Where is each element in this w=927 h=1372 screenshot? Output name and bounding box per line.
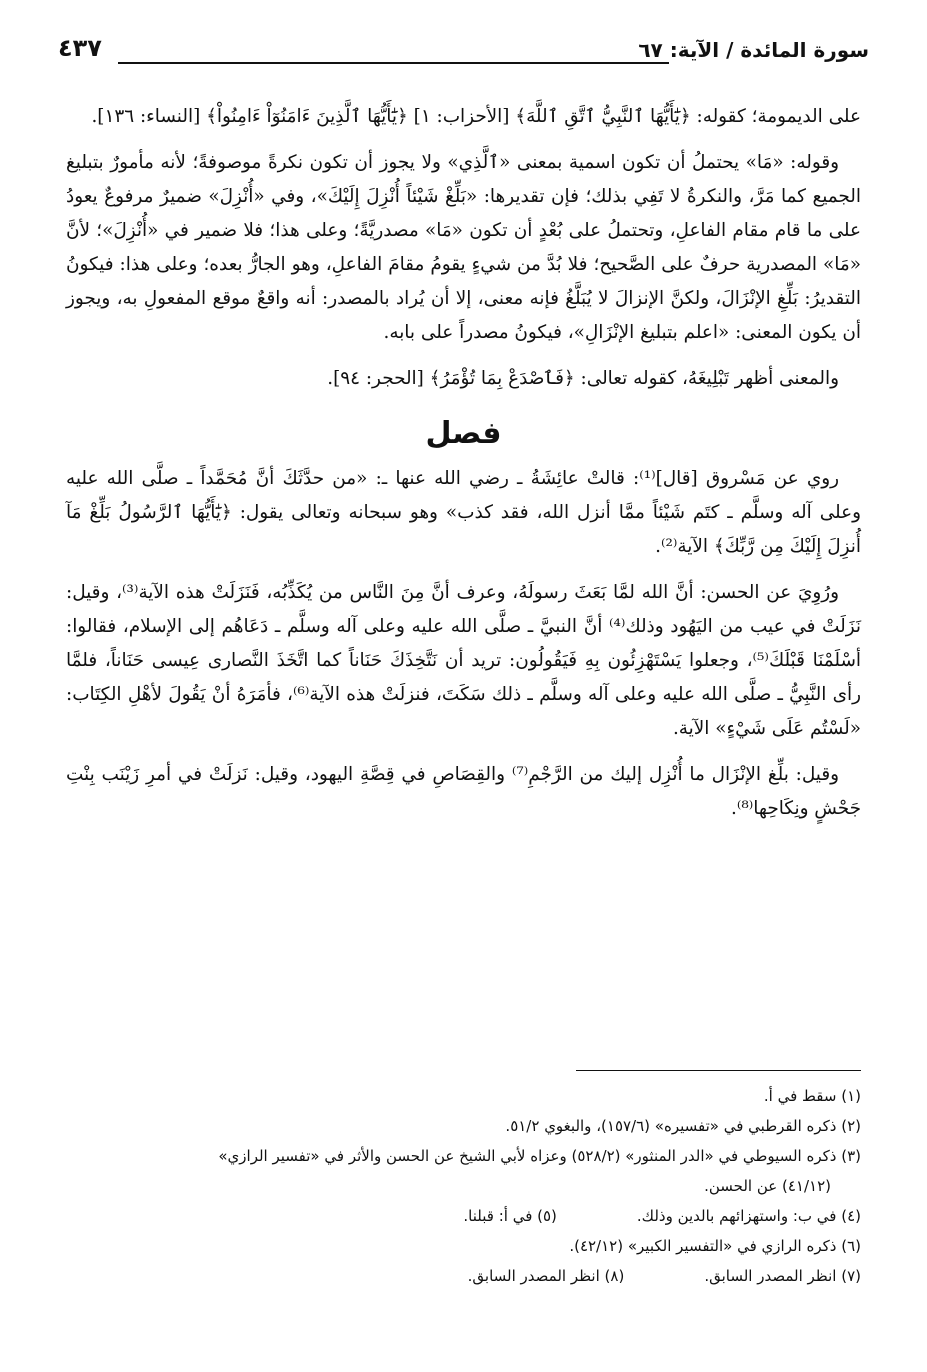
paragraph-5: ورُوِيَ عن الحسن: أنَّ الله لمَّا بَعَثَ رسولَهُ، وعرف أنَّ مِنَ النَّاس من يُكَذِّبُه، فَنَزَلَتْ هذه الآية⁽³⁾، وقيل: نَزَلَتْ في عيب من اليَهُود وذلك⁽⁴⁾ أنَّ النبيَّ ـ صلَّى الله عليه وعلى آله وسلَّم ـ دَعَاهُم إلى الإسلام، فقالوا: أسْلَمْنَا قَبْلَكَ⁽⁵⁾، وجعلوا يَسْتَهْزِئُون بِهِ فَيَقُولُون: تريد أن نَتَّخِذَكَ حَنَاناً كما اتَّخَذَ النَّصارى عِيسى حَنَاناً، فلمَّا رأى النَّبِيُّ ـ صلَّى الله عليه وعلى آله وسلَّم ـ ذلك سَكَتَ، فنزلَتْ هذه الآية⁽⁶⁾، فأمَرَهُ أنْ يَقُولَ لأهْلِ الكِتَاب: «لَسْتُم عَلَى شَيْءٍ» الآية. [66, 582, 862, 739]
footnote-6: (٦) ذكره الرازي في «التفسير الكبير» (٤٢/١٢). [569, 1237, 861, 1255]
footnote-3: (٣) ذكره السيوطي في «الدر المنثور» (٥٢٨/٢) وعزاه لأبي الشيخ عن الحسن والأثر في «تفسير الرازي» [218, 1147, 861, 1165]
footnote-7: (٧) انظر المصدر السابق. [704, 1267, 861, 1285]
footnote-3-continued: (٤١/١٢) عن الحسن. [704, 1177, 831, 1195]
paragraph-4: روي عن مَسْروق [قال]⁽¹⁾: قالتْ عائِشَةُ ـ رضي الله عنها ـ: «من حدَّثَكَ أنَّ مُحَمَّداً ـ صلَّى الله عليه وعلى آله وسلَّم ـ كتَم شَيْئاً ممَّا أنزل الله، فقد كذب» وهو سبحانه وتعالى يقول: ﴿يَٰٓأَيُّهَا ٱلرَّسُولُ بَلِّغْ مَآ أُنزِلَ إِلَيْكَ مِن رَّبِّكَ﴾ الآية⁽²⁾. [66, 468, 861, 557]
page-number: ٤٣٧ [58, 34, 102, 62]
paragraph-6: وقيل: بلِّغ الإنْزَال ما أُنْزِل إليك من الرَّجْمِ⁽⁷⁾ والقِصَاصِ في قِصَّةِ اليهود، وقيل: نَزلَتْ في أمرِ زَيْنَب بِنْتِ جَحْشٍ ونِكَاحِها⁽⁸⁾. [66, 764, 861, 819]
footnote-row-4-5 [66, 1201, 861, 1231]
running-head-surah: سورة المائدة / الآية: ٦٧ [638, 38, 869, 62]
footnote-row-7-8 [66, 1261, 861, 1291]
header-rule [118, 62, 669, 64]
footnote-rule [576, 1070, 861, 1071]
footnote-8: (٨) انظر المصدر السابق. [467, 1267, 625, 1285]
footnote-1: (١) سقط في أ. [763, 1087, 861, 1105]
main-text [66, 100, 861, 838]
section-title: فصل [425, 416, 502, 451]
paragraph-1: على الديمومة؛ كقوله: ﴿يَٰٓأَيُّهَا ٱلنَّبِيُّ ٱتَّقِ ٱللَّهَ﴾ [الأحزاب: ١] ﴿يَٰٓأَيُّهَا ٱلَّذِينَ ءَامَنُوٓاْ ءَامِنُواْ﴾ [النساء: ١٣٦]. [91, 106, 861, 127]
footnote-5: (٥) في أ: قبلنا. [463, 1207, 557, 1225]
footnote-4: (٤) في ب: واستهزائهم بالدين وذلك. [636, 1207, 861, 1225]
paragraph-3: والمعنى أظهر تَبْلِيغَهُ، كقوله تعالى: ﴿فَٱصْدَعْ بِمَا تُؤْمَرُ﴾ [الحجر: ٩٤]. [327, 368, 839, 389]
footnotes [66, 1070, 861, 1291]
page-header [58, 34, 869, 74]
paragraph-2: وقوله: «مَا» يحتملُ أن تكون اسمية بمعنى «ٱلَّذِي» ولا يجوز أن تكون نكرةً موصوفةً؛ لأنه مأمورٌ بتبليغ الجميع كما مَرَّ، والنكرةُ لا تَفِي بذلك؛ فإن تقديرها: «بَلِّغْ شَيْئاً أُنْزِلَ إِلَيْكَ»، وفي «أُنْزِلَ» ضميرٌ مرفوعٌ يعودُ على ما قام مقام الفاعلِ، وتحتملُ على بُعْدٍ أن تكون «مَا» مصدريَّةً؛ وعلى هذا؛ فلا ضمير في «أُنْزِلَ»؛ لأنَّ «مَا» المصدرية حرفٌ على الصَّحيح؛ فلا بُدَّ من شيءٍ يقومُ مقامَ الفاعلِ، وهو الجارُّ بعده؛ وعلى هذا: فيكونُ التقديرُ: بَلِّغِ الإنْزَالَ، ولكنَّ الإنزالَ لا يُبَلَّغُ فإنه معنى، إلا أن يُراد بالمصدر: أنه واقعٌ موقع المفعولِ به، ويجوز أن يكون المعنى: «اعلم بتبليغ الإنْزَالِ»، فيكونُ مصدراً على بابه. [66, 152, 862, 343]
footnote-2: (٢) ذكره القرطبي في «تفسيره» (١٥٧/٦)، والبغوي ٥١/٢. [505, 1117, 861, 1135]
